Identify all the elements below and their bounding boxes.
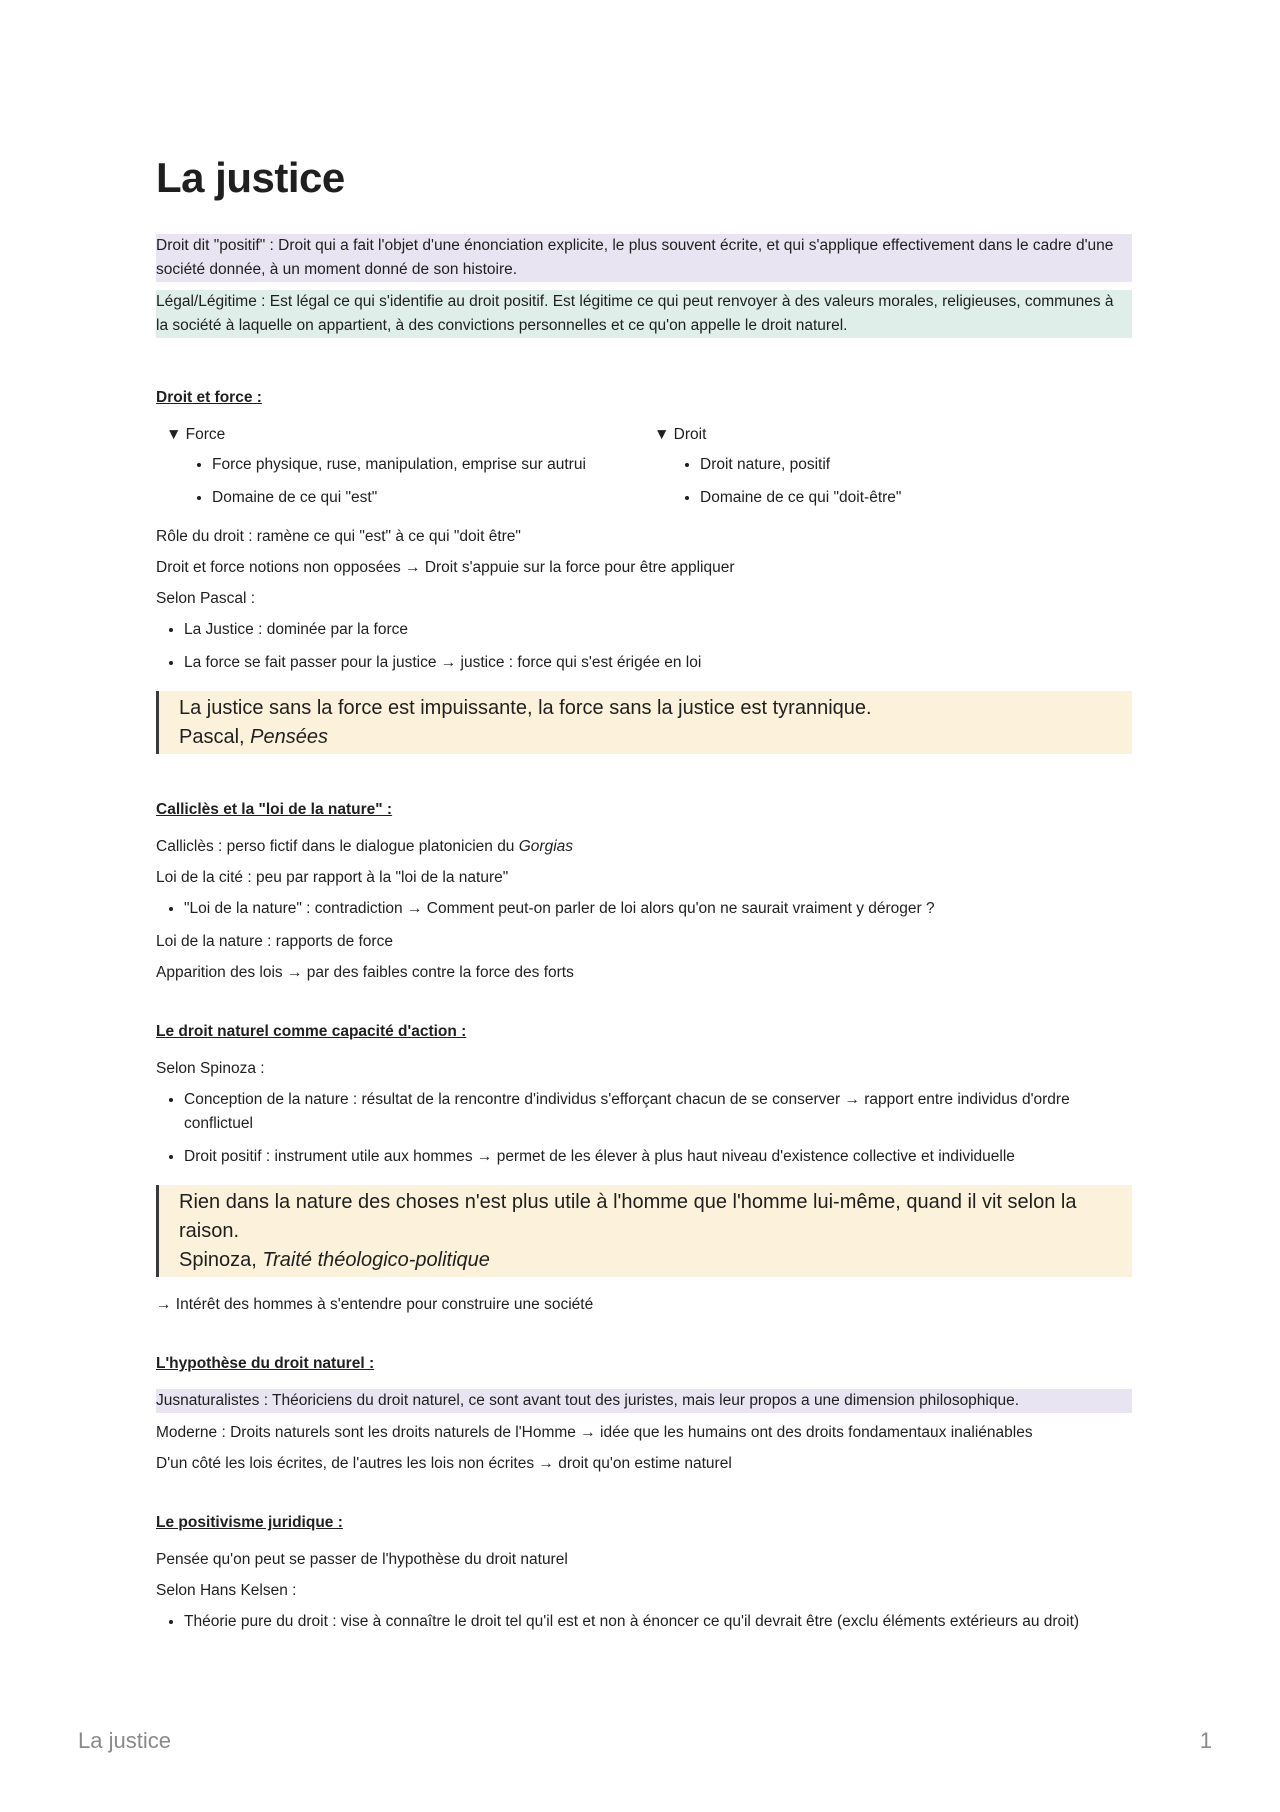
toggle-force-label[interactable]: ▼ Force [166, 426, 226, 443]
list-item: • Conception de la nature : résultat de la rencontre d'individus s'efforçant chacun de se conserver → rapport entre individus d'ordre conflictuel [184, 1088, 1132, 1136]
text-line: Apparition des lois → par des faibles contre la force des forts [156, 964, 574, 981]
list-item: • Droit nature, positif [700, 453, 1132, 477]
list-item: • Théorie pure du droit : vise à connaître le droit tel qu'il est et non à énoncer ce qu'il devrait être (exclu éléments extérieurs au droit) [184, 1610, 1132, 1634]
quote-author: Pascal, [179, 726, 251, 748]
list-item: • La Justice : dominée par la force [184, 618, 1132, 642]
section-heading-droit-force: Droit et force : [156, 389, 262, 406]
quote-text: La justice sans la force est impuissante, la force sans la justice est tyrannique. [179, 697, 872, 719]
toggle-columns [156, 423, 1132, 519]
quote-spinoza [156, 1185, 1132, 1277]
text-line: D'un côté les lois écrites, de l'autres les lois non écrites → droit qu'on estime naturel [156, 1455, 732, 1472]
section-heading-hypothese: L'hypothèse du droit naturel : [156, 1355, 375, 1372]
quote-attribution [179, 723, 1110, 752]
text-span: Calliclès : perso fictif dans le dialogue platonicien du [156, 838, 519, 855]
document-body [156, 150, 1132, 1643]
text-line: Selon Hans Kelsen : [156, 1582, 297, 1599]
text-line: → Intérêt des hommes à s'entendre pour construire une société [156, 1296, 594, 1313]
section-heading-droit-naturel-action: Le droit naturel comme capacité d'action : [156, 1023, 467, 1040]
quote-attribution [179, 1246, 1110, 1275]
page-title: La justice [156, 154, 345, 201]
section-heading-positivisme: Le positivisme juridique : [156, 1514, 343, 1531]
footer-title: La justice [78, 1728, 171, 1753]
quote-work: Pensées [250, 726, 328, 748]
section-heading-callicles: Calliclès et la "loi de la nature" : [156, 801, 393, 818]
list-item: • "Loi de la nature" : contradiction → Comment peut-on parler de loi alors qu'on ne saurait vraiment y déroger ? [184, 897, 1132, 921]
list-item: • Force physique, ruse, manipulation, emprise sur autrui [212, 453, 644, 477]
quote-work: Traité théologico-politique [262, 1249, 490, 1271]
text-line: Selon Pascal : [156, 590, 256, 607]
list-item: • Droit positif : instrument utile aux hommes → permet de les élever à plus haut niveau d'existence collective et individuelle [184, 1145, 1132, 1169]
callout-jusnaturalistes: Jusnaturalistes : Théoriciens du droit naturel, ce sont avant tout des juristes, mais leur propos a une dimension philosophique. [156, 1389, 1132, 1413]
text-line [156, 835, 1132, 859]
list-item: • Domaine de ce qui "doit-être" [700, 486, 1132, 510]
text-line: Droit et force notions non opposées → Droit s'appuie sur la force pour être appliquer [156, 559, 735, 576]
toggle-force[interactable] [156, 423, 644, 519]
page-number: 1 [1199, 1728, 1212, 1753]
text-line: Rôle du droit : ramène ce qui "est" à ce qui "doit être" [156, 528, 521, 545]
list-item: • Domaine de ce qui "est" [212, 486, 644, 510]
work-title: Gorgias [518, 838, 574, 855]
toggle-droit[interactable] [644, 423, 1132, 519]
callout-legal-legitime: Légal/Légitime : Est légal ce qui s'identifie au droit positif. Est légitime ce qui peut renvoyer à des valeurs morales, religieuses, communes à la société à laquelle on appartient, à des convictions personnelles et ce qu'on appelle le droit naturel. [156, 290, 1132, 338]
toggle-droit-label[interactable]: ▼ Droit [654, 426, 707, 443]
text-line: Moderne : Droits naturels sont les droits naturels de l'Homme → idée que les humains ont des droits fondamentaux inaliénables [156, 1424, 1033, 1441]
text-line: Loi de la nature : rapports de force [156, 933, 393, 950]
text-line: Loi de la cité : peu par rapport à la "loi de la nature" [156, 869, 509, 886]
text-line: Pensée qu'on peut se passer de l'hypothèse du droit naturel [156, 1551, 568, 1568]
quote-text: Rien dans la nature des choses n'est plus utile à l'homme que l'homme lui-même, quand il vit selon la raison. [179, 1191, 1077, 1242]
list-item: • La force se fait passer pour la justice → justice : force qui s'est érigée en loi [184, 651, 1132, 675]
text-line: Selon Spinoza : [156, 1060, 265, 1077]
quote-pascal [156, 691, 1132, 754]
callout-droit-positif: Droit dit "positif" : Droit qui a fait l'objet d'une énonciation explicite, le plus souvent écrite, et qui s'applique effectivement dans le cadre d'une société donnée, à un moment donné de son histoire. [156, 234, 1132, 282]
quote-author: Spinoza, [179, 1249, 263, 1271]
